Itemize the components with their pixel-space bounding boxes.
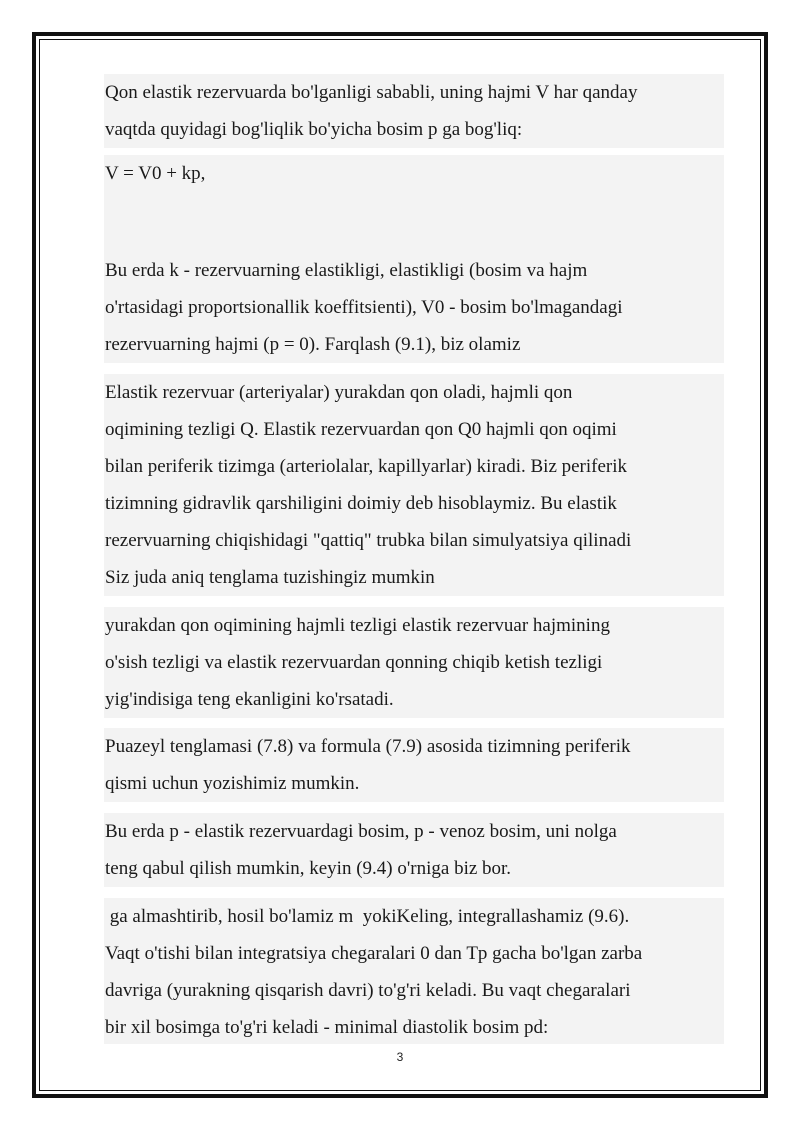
paragraph-5 xyxy=(104,607,724,718)
text-line: Bu erda p - elastik rezervuardagi bosim, p - venoz bosim, uni nolga xyxy=(105,821,617,842)
page-number: 3 xyxy=(396,1050,404,1064)
text-line: o'sish tezligi va elastik rezervuardan qonning chiqib ketish tezligi xyxy=(105,652,603,673)
text-line: bir xil bosimga to'g'ri keladi - minimal diastolik bosim pd: xyxy=(105,1017,549,1038)
text-line: Qon elastik rezervuarda bo'lganligi sababli, uning hajmi V har qanday xyxy=(105,82,638,103)
document-body xyxy=(104,74,724,1044)
text-line: Siz juda aniq tenglama tuzishingiz mumkin xyxy=(105,567,435,588)
text-line: yig'indisiga teng ekanligini ko'rsatadi. xyxy=(105,689,394,710)
text-line: ga almashtirib, hosil bo'lamiz m yokiKeling, integrallashamiz (9.6). xyxy=(105,906,630,927)
paragraph-4 xyxy=(104,374,724,596)
equation-line: V = V0 + kp, xyxy=(105,163,206,184)
text-line: teng qabul qilish mumkin, keyin (9.4) o'rniga biz bor. xyxy=(105,858,512,879)
text-line: Puazeyl tenglamasi (7.8) va formula (7.9) asosida tizimning periferik xyxy=(105,736,631,757)
text-line: Bu erda k - rezervuarning elastikligi, elastikligi (bosim va hajm xyxy=(105,260,588,281)
paragraph-7 xyxy=(104,813,724,887)
paragraph-3 xyxy=(104,252,724,363)
text-line: rezervuarning hajmi (p = 0). Farqlash (9.1), biz olamiz xyxy=(105,334,521,355)
paragraph-6 xyxy=(104,728,724,802)
paragraph-8 xyxy=(104,898,724,1044)
text-line: o'rtasidagi proportsionallik koeffitsienti), V0 - bosim bo'lmagandagi xyxy=(105,297,623,318)
text-line: bilan periferik tizimga (arteriolalar, kapillyarlar) kiradi. Biz periferik xyxy=(105,456,628,477)
text-line: vaqtda quyidagi bog'liqlik bo'yicha bosim p ga bog'liq: xyxy=(105,119,523,140)
paragraph-1 xyxy=(104,74,724,148)
text-line: qismi uchun yozishimiz mumkin. xyxy=(105,773,360,794)
text-line: Vaqt o'tishi bilan integratsiya chegaralari 0 dan Tp gacha bo'lgan zarba xyxy=(105,943,643,964)
text-line: Elastik rezervuar (arteriyalar) yurakdan qon oladi, hajmli qon xyxy=(105,382,573,403)
text-line: oqimining tezligi Q. Elastik rezervuardan qon Q0 hajmli qon oqimi xyxy=(105,419,617,440)
text-line: davriga (yurakning qisqarish davri) to'g'ri keladi. Bu vaqt chegaralari xyxy=(105,980,631,1001)
text-line: tizimning gidravlik qarshiligini doimiy deb hisoblaymiz. Bu elastik xyxy=(105,493,617,514)
text-line: yurakdan qon oqimining hajmli tezligi elastik rezervuar hajmining xyxy=(105,615,610,636)
text-line: rezervuarning chiqishidagi "qattiq" trubka bilan simulyatsiya qilinadi xyxy=(105,530,632,551)
